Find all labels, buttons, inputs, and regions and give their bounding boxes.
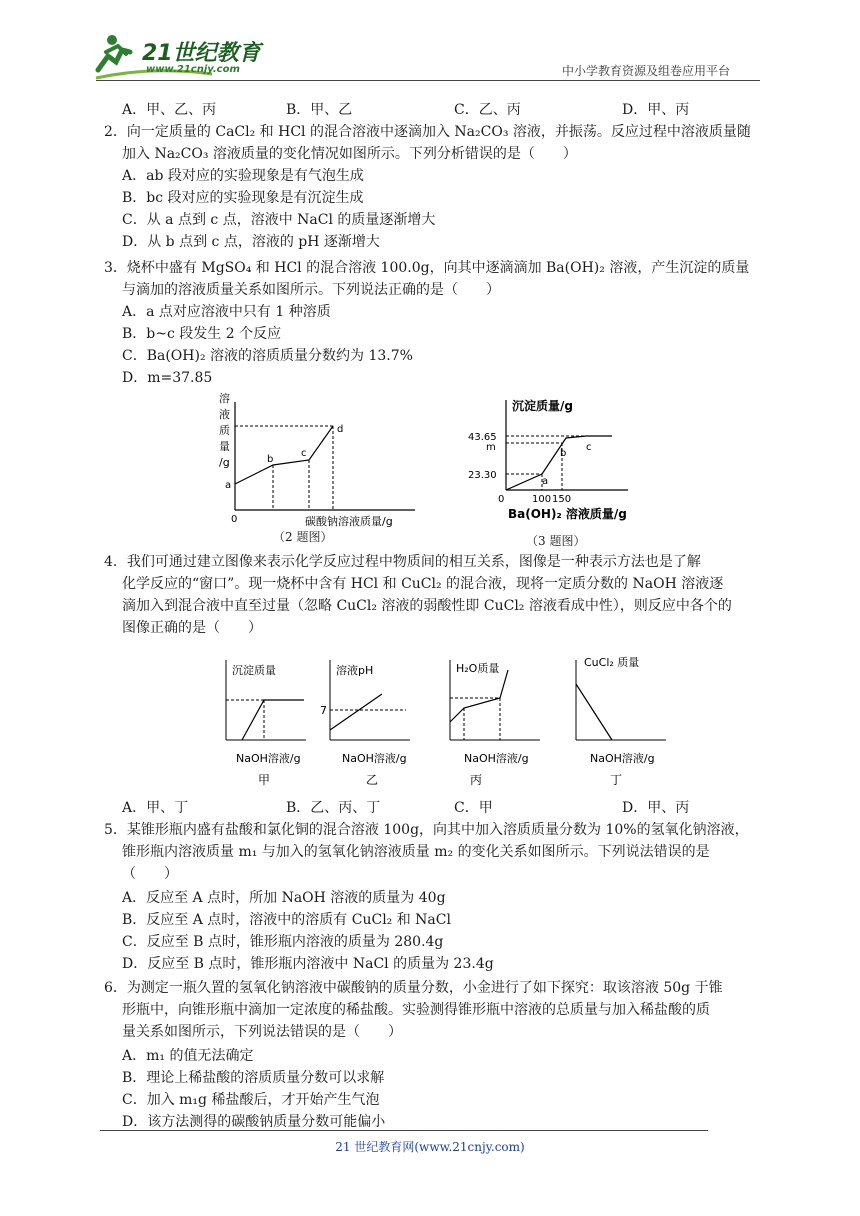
q4-graph-yi: [316, 652, 416, 788]
q6-stem-line1: 6．为测定一瓶久置的氢氧化钠溶液中碳酸钠的质量分数，小金进行了如下探究：取该溶液 50g 于锥: [104, 980, 723, 996]
q4-jia-ylabel: 沉淀质量: [232, 664, 276, 677]
q4-bing-name: 丙: [470, 773, 483, 787]
q5-option-a[interactable]: A．反应至 A 点时，所加 NaOH 溶液的质量为 40g: [122, 890, 446, 906]
q3-option-b[interactable]: B．b~c 段发生 2 个反应: [122, 326, 282, 342]
q5-option-c[interactable]: C．反应至 B 点时，锥形瓶内溶液的质量为 280.4g: [122, 934, 444, 950]
fig3-tick-43.65: 43.65: [468, 432, 497, 443]
q4-stem-line2: 化学反应的“窗口”。现一烧杯中含有 HCl 和 CuCl₂ 的混合液，现将一定质分数的 NaOH 溶液逐: [122, 576, 724, 592]
figure-2-graph: [215, 388, 425, 533]
q3-option-a[interactable]: A．a 点对应溶液中只有 1 种溶质: [122, 304, 331, 320]
q1-option-d[interactable]: D．甲、丙: [622, 102, 690, 118]
q3-option-d[interactable]: D．m=37.85: [122, 370, 213, 386]
fig2-point-a: a: [225, 480, 232, 491]
fig2-ylabel-1: 溶: [219, 392, 230, 405]
q4-stem-line3: 滴加入到混合液中直至过量（忽略 CuCl₂ 溶液的弱酸性即 CuCl₂ 溶液看成中性），则反应中各个的: [122, 598, 732, 614]
fig2-ylabel-4: 量: [219, 440, 230, 453]
footer-divider: [100, 1130, 708, 1131]
logo-url-text: www.21cnjy.com: [146, 64, 240, 75]
fig2-ylabel-5: /g: [219, 456, 230, 469]
fig2-point-c: c: [301, 448, 307, 459]
q4-ding-name: 丁: [610, 773, 623, 787]
fig3-tick-m: m: [486, 442, 496, 453]
q6-option-d[interactable]: D．该方法测得的碳酸钠质量分数可能偏小: [122, 1114, 386, 1130]
q4-option-a[interactable]: A．甲、丁: [122, 800, 189, 816]
q4-jia-name: 甲: [258, 773, 271, 787]
header-divider: [96, 80, 760, 81]
figure-3: [462, 392, 642, 548]
q4-stem-line1: 4．我们可通过建立图像来表示化学反应过程中物质间的相互关系，图像是一种表示方法也是了解: [104, 554, 701, 570]
fig2-xlabel: 碳酸钠溶液质量/g: [305, 515, 393, 528]
q4-yi-xlabel: NaOH溶液/g: [342, 752, 407, 765]
q5-stem-line1: 5．某锥形瓶内盛有盐酸和氯化铜的混合溶液 100g，向其中加入溶质质量分数为 10%的氢氧化钠溶液，: [104, 822, 749, 838]
q5-option-b[interactable]: B．反应至 A 点时，溶液中的溶质有 CuCl₂ 和 NaCl: [122, 912, 451, 928]
fig3-tick-100: 100: [532, 494, 552, 505]
fig3-ylabel: 沉淀质量/g: [512, 399, 573, 413]
q6-stem-line3: 量关系如图所示，下列说法错误的是（ ）: [122, 1024, 402, 1040]
q2-stem-line1: 2．向一定质量的 CaCl₂ 和 HCl 的混合溶液中逐滴加入 Na₂CO₃ 溶液，并振荡。反应过程中溶液质量随: [104, 124, 751, 140]
fig3-tick-150: 150: [552, 494, 572, 505]
q4-ding-ylabel: CuCl₂ 质量: [584, 656, 640, 669]
fig2-caption: （2 题图）: [273, 530, 333, 544]
q3-stem-line1: 3．烧杯中盛有 MgSO₄ 和 HCl 的混合溶液 100.0g，向其中逐滴滴加 Ba(OH)₂ 溶液，产生沉淀的质量: [104, 260, 750, 276]
fig3-tick-23.30: 23.30: [468, 470, 497, 481]
q4-option-d[interactable]: D．甲、丙: [622, 800, 690, 816]
fig3-origin: 0: [498, 494, 505, 505]
logo-main-text: 21世纪教育: [142, 41, 261, 66]
q4-stem-line4: 图像正确的是（ ）: [122, 620, 262, 636]
fig2-ylabel-3: 质: [219, 424, 230, 437]
q4-yi-name: 乙: [366, 773, 379, 787]
fig3-point-a: a: [542, 476, 549, 487]
q1-option-b[interactable]: B．甲、乙: [286, 102, 353, 118]
q1-option-a[interactable]: A．甲、乙、丙: [122, 102, 217, 118]
platform-text: 中小学教育资源及组卷应用平台: [562, 64, 731, 78]
q3-option-c[interactable]: C．Ba(OH)₂ 溶液的溶质质量分数约为 13.7%: [122, 348, 413, 364]
q4-ding-xlabel: NaOH溶液/g: [590, 752, 655, 765]
q1-option-c[interactable]: C．乙、丙: [454, 102, 521, 118]
fig3-caption: （3 题图）: [526, 534, 586, 548]
q4-option-c[interactable]: C．甲: [454, 800, 493, 816]
q5-stem-line2: 锥形瓶内溶液质量 m₁ 与加入的氢氧化钠溶液质量 m₂ 的变化关系如图所示。下列说法错误的是: [122, 844, 710, 860]
q6-option-b[interactable]: B．理论上稀盐酸的溶质质量分数可以求解: [122, 1070, 385, 1086]
fig2-ylabel-2: 液: [219, 408, 230, 421]
q4-option-b[interactable]: B．乙、丙、丁: [286, 800, 381, 816]
q5-option-d[interactable]: D．反应至 B 点时，锥形瓶内溶液中 NaCl 的质量为 23.4g: [122, 956, 494, 972]
fig2-point-d: d: [337, 424, 344, 435]
q4-yi-ylabel: 溶液pH: [336, 664, 374, 677]
fig3-point-b: b: [560, 448, 567, 459]
q2-stem-line2: 加入 Na₂CO₃ 溶液质量的变化情况如图所示。下列分析错误的是（ ）: [122, 146, 577, 162]
q4-yi-tick-7: 7: [320, 704, 327, 717]
fig3-point-c: c: [586, 442, 592, 453]
footer-text[interactable]: 21 世纪教育网(www.21cnjy.com): [335, 1140, 525, 1154]
fig2-point-b: b: [267, 454, 274, 465]
q2-option-c[interactable]: C．从 a 点到 c 点，溶液中 NaCl 的质量逐渐增大: [122, 212, 436, 228]
q6-stem-line2: 形瓶中，向锥形瓶中滴加一定浓度的稀盐酸。实验测得锥形瓶中溶液的总质量与加入稀盐酸的质: [122, 1002, 710, 1018]
figure-2: [215, 388, 425, 548]
q2-option-b[interactable]: B．bc 段对应的实验现象是有沉淀生成: [122, 190, 364, 206]
q4-graph-jia: [212, 652, 312, 788]
q5-stem-line3: （ ）: [122, 866, 178, 882]
q4-bing-xlabel: NaOH溶液/g: [464, 752, 529, 765]
q4-graph-ding: [570, 652, 670, 788]
q6-option-a[interactable]: A．m₁ 的值无法确定: [122, 1048, 254, 1064]
q2-option-a[interactable]: A．ab 段对应的实验现象是有气泡生成: [122, 168, 364, 184]
q6-option-c[interactable]: C．加入 m₁g 稀盐酸后，才开始产生气泡: [122, 1092, 380, 1108]
q3-stem-line2: 与滴加的溶液质量关系如图所示。下列说法正确的是（ ）: [122, 282, 500, 298]
q4-graph-bing: [440, 652, 550, 788]
fig2-origin: 0: [231, 514, 238, 525]
q4-bing-ylabel: H₂O质量: [456, 662, 500, 675]
q4-jia-xlabel: NaOH溶液/g: [236, 752, 301, 765]
q2-option-d[interactable]: D．从 b 点到 c 点，溶液的 pH 逐渐增大: [122, 234, 380, 250]
fig3-xlabel: Ba(OH)₂ 溶液质量/g: [508, 507, 627, 521]
figure-3-graph: [462, 392, 642, 532]
